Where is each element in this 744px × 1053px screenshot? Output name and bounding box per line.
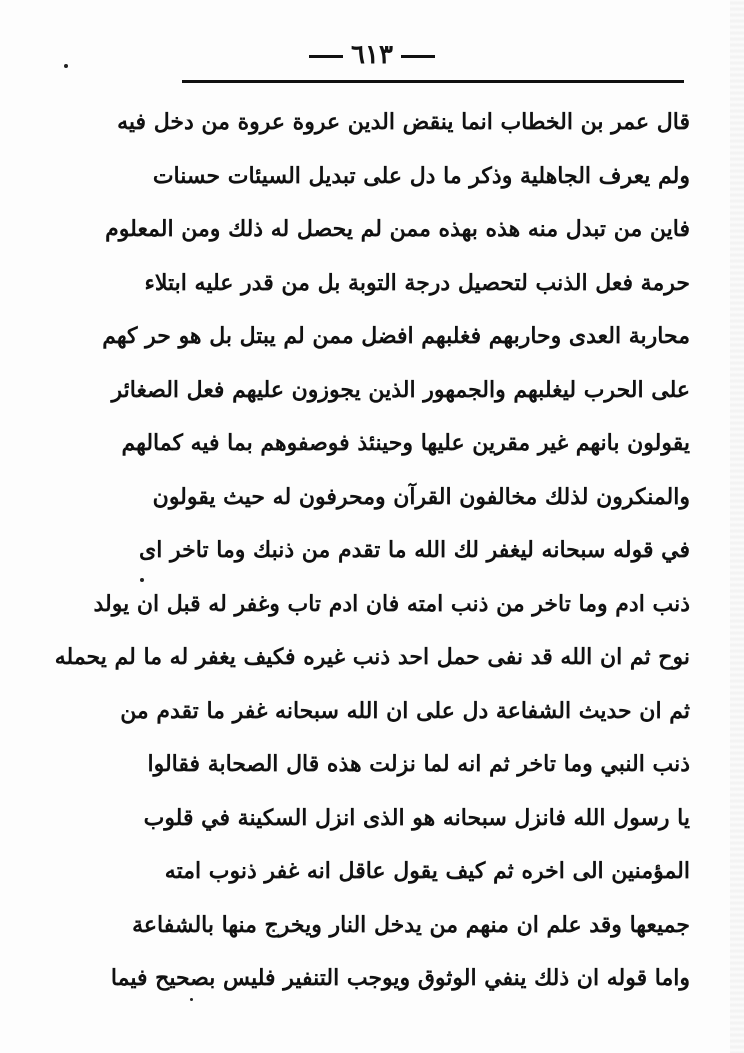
text-line: فاين من تبدل منه هذه بهذه ممن لم يحصل له ذلك ومن المعلوم — [105, 216, 690, 242]
text-line: جميعها وقد علم ان منهم من يدخل النار ويخرج منها بالشفاعة — [132, 911, 690, 938]
header-rule — [182, 80, 684, 83]
text-line: ثم ان حديث الشفاعة دل على ان الله سبحانه غفر ما تقدم من — [120, 697, 690, 724]
text-line: على الحرب ليغلبهم والجمهور الذين يجوزون عليهم فعل الصغائر — [111, 376, 690, 403]
page-number — [0, 40, 744, 70]
text-line: محاربة العدى وحاربهم فغلبهم افضل ممن لم يبتل بل هو حر كهم — [102, 323, 690, 349]
page-edge-shading — [730, 0, 744, 1053]
text-line: يقولون بانهم غير مقرين عليها وحينئذ فوصفوهم بما فيه كمالهم — [121, 430, 690, 456]
page-number-dash-right — [401, 55, 435, 58]
text-line: واما قوله ان ذلك ينفي الوثوق ويوجب التنفير فليس بصحيح فيما — [110, 965, 690, 991]
text-line: في قوله سبحانه ليغفر لك الله ما تقدم من ذنبك وما تاخر اى — [139, 537, 690, 563]
page-number-text: ٦١٣ — [351, 40, 393, 70]
text-line: ذنب النبي وما تاخر ثم انه لما نزلت هذه قال الصحابة فقالوا — [147, 751, 690, 777]
text-line: نوح ثم ان الله قد نفى حمل احد ذنب غيره فكيف يغفر له ما لم يحمله — [54, 644, 690, 670]
text-line: والمنكرون لذلك مخالفون القرآن ومحرفون له حيث يقولون — [152, 483, 690, 510]
text-line: قال عمر بن الخطاب انما ينقض الدين عروة عروة من دخل فيه — [117, 109, 690, 135]
body-text — [54, 96, 690, 1006]
text-line: حرمة فعل الذنب لتحصيل درجة التوبة بل من قدر عليه ابتلاء — [144, 269, 690, 296]
text-line: يا رسول الله فانزل سبحانه هو الذى انزل السكينة في قلوب — [143, 804, 690, 831]
text-line: ولم يعرف الجاهلية وذكر ما دل على تبديل السيئات حسنات — [152, 162, 690, 189]
page-number-dash-left — [309, 55, 343, 58]
text-line: ذنب ادم وما تاخر من ذنب امته فان ادم تاب وغفر له قبل ان يولد — [93, 590, 690, 617]
text-line: المؤمنين الى اخره ثم كيف يقول عاقل انه غفر ذنوب امته — [164, 858, 690, 884]
